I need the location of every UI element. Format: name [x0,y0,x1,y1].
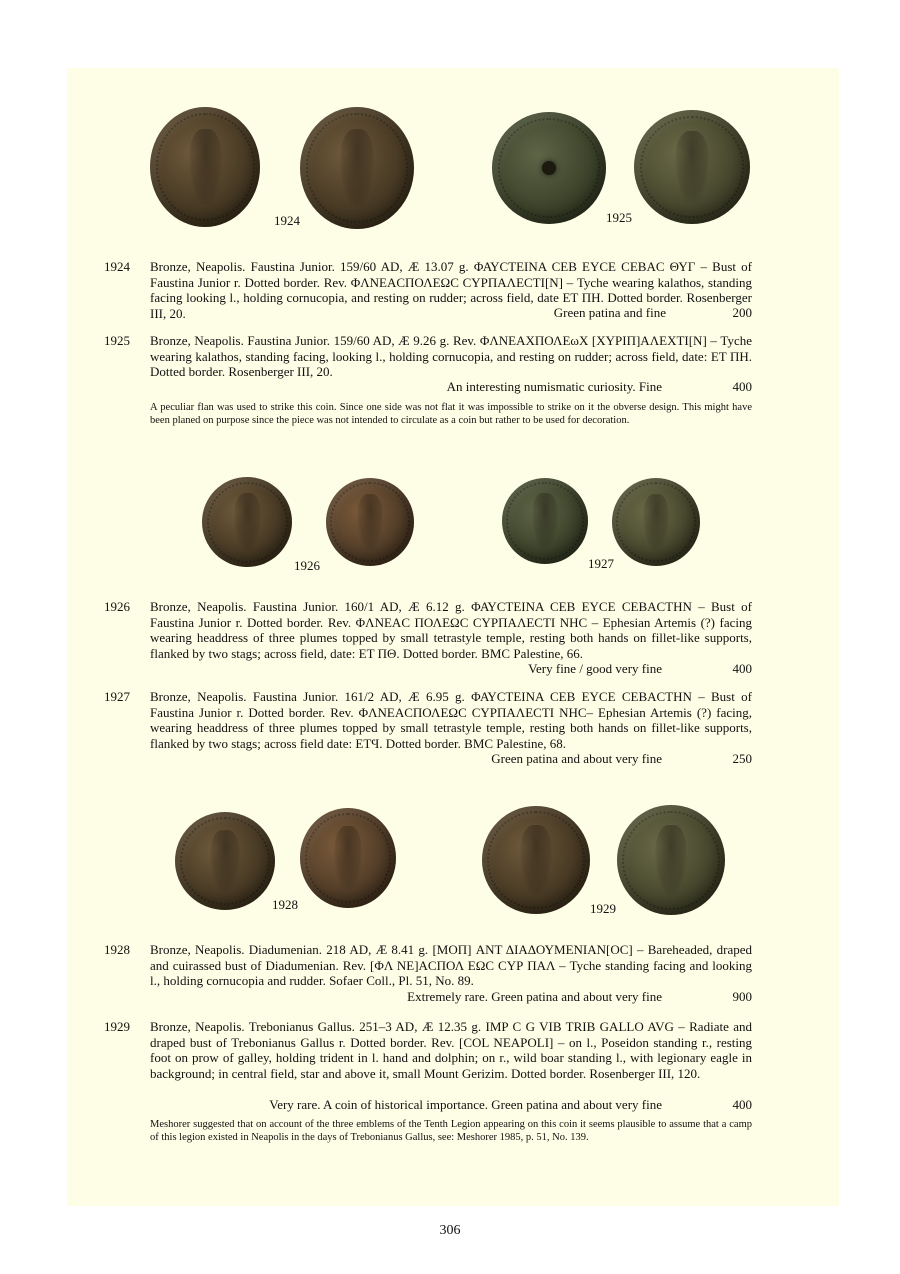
lot-number-1924: 1924 [104,259,130,274]
lot-description-1926 [150,599,752,661]
lot-grade-line-1929 [150,1097,752,1113]
coin-1928-obverse-image [175,812,275,910]
coin-label-1925: 1925 [606,210,632,225]
coin-1926-reverse-image [326,478,414,566]
lot-grade-line-1927 [150,751,752,767]
lot-text-1925: Bronze, Neapolis. Faustina Junior. 159/60 AD, Æ 9.26 g. Rev. ΦΛΝΕΑΧΠΟΛΕωΧ [ΧΥΡΙΠ]ΑΛΕΧΤΙ[N] – Tyche wearing kalathos, standing facing, looking l., holding cornucopia, and resting on rudder; across field, date: ΕΤ ΠΗ. Dotted border. Rosenberger III, 20. [150,333,752,379]
coin-1924-reverse-image [300,107,414,229]
lot-text-1924: Bronze, Neapolis. Faustina Junior. 159/60 AD, Æ 13.07 g. ΦΑΥCΤΕΙΝΑ CΕΒ ΕΥCΕ CΕΒΑC ΘΥΓ – Bust of Faustina Junior r. Dotted border. Rev. ΦΛΝΕΑCΠΟΛΕΩC CΥΡΠΑΛΕCΤΙ[N] – Tyche wearing kalathos, standing facing looking l., holding cornucopia, and resting on rudder; across field, date ΕΤ ΠΗ. Dotted border. Rosenberger III, 20. [150,259,752,321]
lot-grade-1927: Green patina and about very fine [491,751,662,766]
lot-number-1928: 1928 [104,942,130,957]
lot-text-1927: Bronze, Neapolis. Faustina Junior. 161/2 AD, Æ 6.95 g. ΦΑΥCΤΕΙΝΑ CΕΒ ΕΥCΕ CΕΒΑCΤΗΝ – Bust of Faustina Junior r. Dotted border. Rev. ΦΛΝΕΑCΠΟΛΕΩC CΥΡΠΑΛΕCΤΙ NHC– Ephesian Artemis (?) facing, wearing headdress of three plumes topped by small tetrastyle temple, resting both hands on fillet-like supports, flanked by two stags; across field date: ΕΤϤ. Dotted border. BMC Palestine, 68. [150,689,752,751]
lot-price-1924: 200 [732,305,752,320]
lot-grade-1928: Extremely rare. Green patina and about very fine [407,989,662,1004]
coin-1926-obverse-image [202,477,292,567]
lot-text-1928: Bronze, Neapolis. Diadumenian. 218 AD, Æ 8.41 g. [ΜΟΠ] ΑΝΤ ΔΙΑΔΟΥΜΕΝΙΑΝ[ΟC] – Bareheaded, draped and cuirassed bust of Diadumenian. Rev. [ΦΛ ΝΕ]ΑCΠΟΛ ΕΩC CΥΡ ΠΑΛ – Tyche standing facing and looking l., holding cornucopia and rudder. Sofaer Coll., Pl. 51, No. 89. [150,942,752,988]
lot-grade-1929: Very rare. A coin of historical importance. Green patina and about very fine [269,1097,662,1112]
coin-1927-obverse-image [502,478,588,564]
lot-grade-1926: Very fine / good very fine [528,661,662,676]
coin-label-1929: 1929 [590,901,616,916]
coin-1929-reverse-image [617,805,725,915]
lot-grade-1925: An interesting numismatic curiosity. Fine [446,379,662,394]
lot-number-1929: 1929 [104,1019,130,1034]
coin-1927-reverse-image [612,478,700,566]
lot-text-1926: Bronze, Neapolis. Faustina Junior. 160/1 AD, Æ 6.12 g. ΦΑΥCΤΕΙΝΑ CΕΒ ΕΥCΕ CΕΒΑCΤΗΝ – Bust of Faustina Junior r. Dotted border. Rev. ΦΛΝΕΑC ΠΟΛΕΩC CΥΡΠΑΛΕCΤΙ NHC – Ephesian Artemis (?) facing wearing headdress of three plumes topped by small tetrastyle temple, resting both hands on fillet-like supports, flanked by two stags; across field, date: ΕΤ ΠΘ. Dotted border. BMC Palestine, 66. [150,599,752,661]
coin-label-1928: 1928 [272,897,298,912]
lot-price-1926: 400 [732,661,752,676]
lot-description-1928 [150,942,752,989]
coin-1924-obverse-image [150,107,260,227]
lot-price-1927: 250 [732,751,752,766]
coin-label-1924: 1924 [274,213,300,228]
lot-note-1925: A peculiar flan was used to strike this coin. Since one side was not flat it was impossible to strike on it the obverse design. This might have been planed on purpose since the piece was not intended to circulate as a coin but rather to be used for decoration. [150,402,752,426]
lot-grade-line-1925 [150,379,752,395]
lot-price-1929: 400 [732,1097,752,1112]
lot-text-1929: Bronze, Neapolis. Trebonianus Gallus. 251–3 AD, Æ 12.35 g. IMP C G VIB TRIB GALLO AVG – Radiate and draped bust of Trebonianus Gallus r. Dotted border. Rev. [COL NEAPOLI] – on l., Poseidon standing r., resting foot on prow of galley, holding trident in l. hand and dolphin; on r., wild boar standing l., with legionary eagle in background; in central field, star and above it, small Mount Gerizim. Dotted border. Rosenberger III, 120. [150,1019,752,1081]
lot-number-1925: 1925 [104,333,130,348]
coin-1929-obverse-image [482,806,590,914]
page-number: 306 [439,1223,461,1238]
lot-description-1925 [150,333,752,380]
coin-1928-reverse-image [300,808,396,908]
coin-1925-reverse-image [634,110,750,224]
lot-price-1928: 900 [732,989,752,1004]
lot-grade-1924: Green patina and fine [553,305,666,320]
coin-label-1926: 1926 [294,558,320,573]
lot-note-1929: Meshorer suggested that on account of the three emblems of the Tenth Legion appearing on this coin it seems plausible to assume that a camp of this legion existed in Neapolis in the days of Trebonianus Gallus, see: Meshorer 1985, p. 51, No. 139. [150,1119,752,1143]
lot-number-1927: 1927 [104,689,130,704]
coin-label-1927: 1927 [588,556,614,571]
lot-price-1925: 400 [732,379,752,394]
coin-1925-obverse-image [492,112,606,224]
lot-description-1927 [150,689,752,751]
lot-number-1926: 1926 [104,599,130,614]
lot-description-1929 [150,1019,752,1081]
lot-grade-line-1924 [150,305,752,321]
lot-grade-line-1926 [150,661,752,677]
lot-grade-line-1928 [150,989,752,1005]
